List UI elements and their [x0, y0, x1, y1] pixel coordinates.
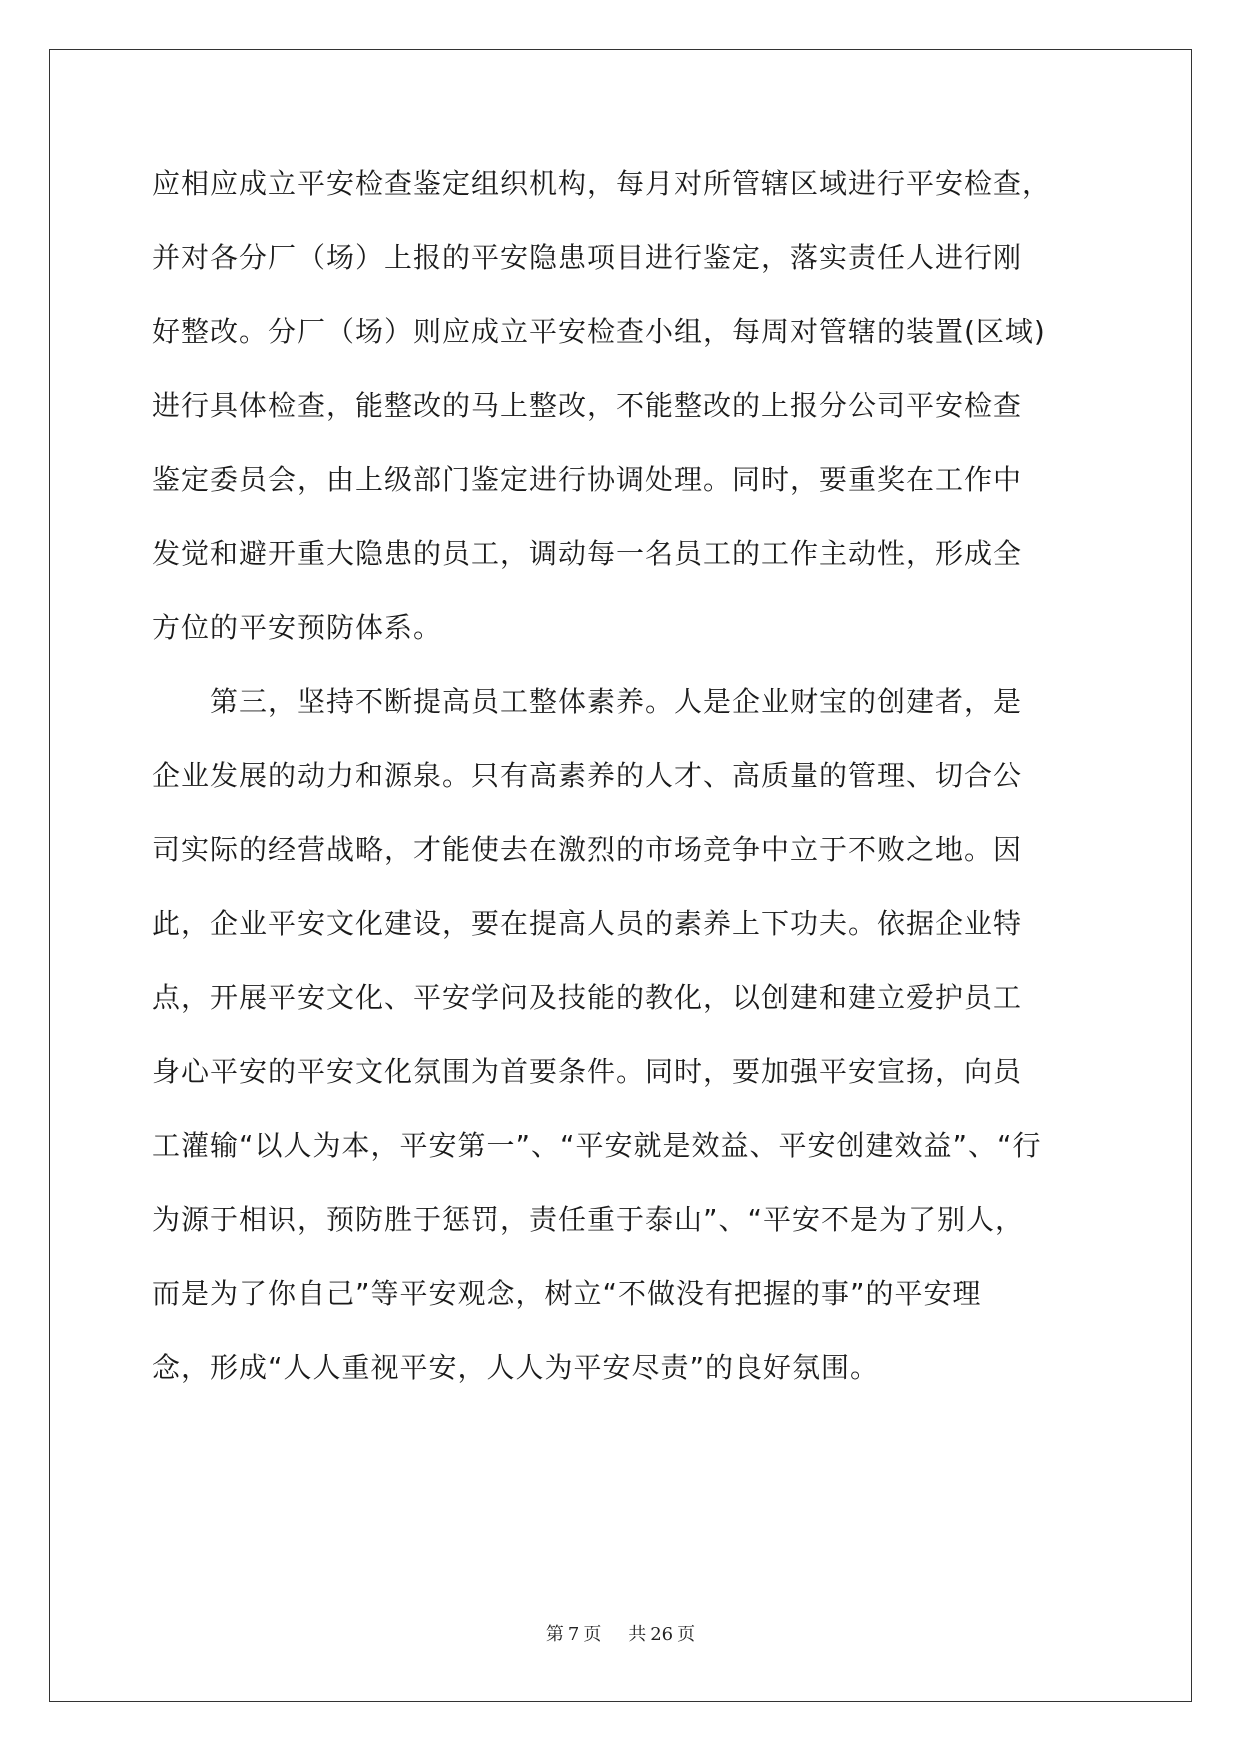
text-line: 为源于相识，预防胜于惩罚，责任重于泰山”、“平安不是为了别人，: [152, 1203, 1025, 1236]
page-footer: [0, 1620, 1241, 1646]
total-pages: 26: [650, 1624, 674, 1645]
text-line: 第三，坚持不断提高员工整体素养。人是企业财宝的创建者，是: [152, 685, 1023, 718]
text-line: 企业发展的动力和源泉。只有高素养的人才、高质量的管理、切合公: [152, 759, 1023, 792]
total-suffix: 页: [677, 1624, 696, 1645]
text-line: 好整改。分厂（场）则应成立平安检查小组，每周对管辖的装置(区域): [152, 315, 1046, 348]
page-number: 7: [567, 1624, 580, 1645]
total-prefix: 共: [628, 1624, 647, 1645]
page-border: [49, 49, 1192, 1702]
text-line: 点，开展平安文化、平安学问及技能的教化，以创建和建立爱护员工: [152, 981, 1023, 1014]
text-line: 应相应成立平安检查鉴定组织机构，每月对所管辖区域进行平安检查，: [152, 167, 1052, 200]
text-line: 工灌输“以人为本，平安第一”、“平安就是效益、平安创建效益”、“行: [152, 1129, 1042, 1162]
page-suffix: 页: [583, 1624, 602, 1645]
text-line: 念，形成“人人重视平安，人人为平安尽责”的良好氛围。: [152, 1351, 880, 1384]
text-line: 司实际的经营战略，才能使去在激烈的市场竞争中立于不败之地。因: [152, 833, 1023, 866]
text-line: 鉴定委员会，由上级部门鉴定进行协调处理。同时，要重奖在工作中: [152, 463, 1023, 496]
text-line: 而是为了你自己”等平安观念，树立“不做没有把握的事”的平安理: [152, 1277, 982, 1310]
text-line: 并对各分厂（场）上报的平安隐患项目进行鉴定，落实责任人进行刚: [152, 241, 1023, 274]
text-line: 方位的平安预防体系。: [152, 611, 443, 644]
text-line: 发觉和避开重大隐患的员工，调动每一名员工的工作主动性，形成全: [152, 537, 1023, 570]
text-line: 此，企业平安文化建设，要在提高人员的素养上下功夫。依据企业特: [152, 907, 1023, 940]
text-line: 进行具体检查，能整改的马上整改，不能整改的上报分公司平安检查: [152, 389, 1023, 422]
page-prefix: 第: [545, 1624, 564, 1645]
text-line: 身心平安的平安文化氛围为首要条件。同时，要加强平安宣扬，向员: [152, 1055, 1023, 1088]
